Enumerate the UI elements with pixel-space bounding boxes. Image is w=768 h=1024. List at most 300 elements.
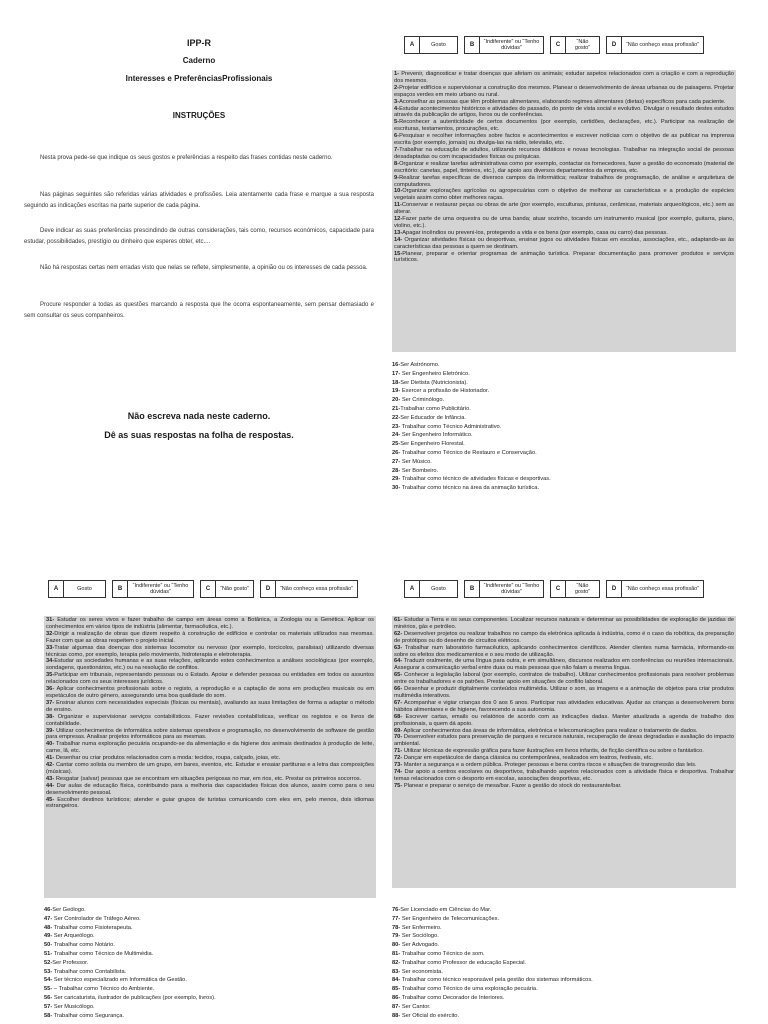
item-number: 22- bbox=[392, 414, 401, 421]
item-number: 15- bbox=[394, 250, 403, 257]
item-number: 71- bbox=[394, 748, 403, 755]
list-item bbox=[394, 202, 734, 216]
item-text: Ser Criminólogo. bbox=[400, 397, 445, 404]
list-item bbox=[394, 237, 734, 251]
item-text: Exercer a profissão de Historiador. bbox=[400, 388, 490, 395]
item-number: 39- bbox=[46, 727, 55, 734]
item-text: Ser Engenheiro Informático. bbox=[400, 432, 473, 439]
item-number: 17- bbox=[392, 370, 401, 377]
item-text: Estudar as sociedades humanas e as suas relações, aplicando estes conhecimentos a análises sociológicas (por exemplo, sondagens, questionários, etc.) ou na resolução de conflitos. bbox=[46, 658, 374, 672]
list-item bbox=[46, 783, 374, 797]
legend-key: C bbox=[201, 581, 216, 597]
item-text: Trabalhar como técnico de atividades físicas e desportivas. bbox=[400, 476, 551, 483]
item-text: Estudar a Terra e os seus componentes. Localizar recursos naturais e determinar as possibilidades de exploração de jazidas de minérios, gás e petróleo. bbox=[394, 617, 734, 630]
item-text: Ser Cantor. bbox=[400, 1003, 431, 1010]
professions-list bbox=[392, 361, 736, 493]
item-text: Organizar atividades físicas ou desportivas, ensinar jogos ou atividades físicas em escolas, associações, etc., adaptando-as às características das pessoas a quem se destinam. bbox=[394, 236, 734, 250]
item-text: Ser Engenheiro Eletrónico. bbox=[400, 370, 470, 377]
item-number: 31- bbox=[46, 617, 55, 623]
item-text: Dar apoio a centros escolares ou desportivos, trabalhando aspetos relacionados com a atividade física e desportiva. Trabalhar temas relacionados com o desporto em escolas, associações desportivas, etc. bbox=[394, 768, 734, 782]
instruction-paragraph: Nas páginas seguintes são referidas várias atividades e profissões. Leia atentamente cada frase e marque a sua resposta seguindo as indicações escritas na parte superior de cada página. bbox=[24, 192, 374, 209]
item-text: Ser Engenheiro de Telecomunicações. bbox=[400, 915, 500, 922]
item-text: Trabalhar como Fisioterapeuta. bbox=[52, 924, 133, 931]
list-item bbox=[394, 119, 734, 133]
list-item bbox=[394, 748, 734, 755]
item-number: 56- bbox=[44, 994, 53, 1001]
legend-key: C bbox=[551, 581, 566, 597]
legend-item-b bbox=[464, 36, 544, 54]
item-number: 10- bbox=[394, 188, 403, 195]
answer-legend bbox=[404, 580, 704, 598]
answer-legend bbox=[48, 580, 358, 598]
legend-item-a bbox=[404, 580, 458, 598]
item-number: 77- bbox=[392, 915, 401, 922]
item-number: 42- bbox=[46, 762, 55, 769]
item-number: 75- bbox=[394, 782, 403, 789]
item-text: Traduzir oralmente, de uma língua para outra, e em simultâneo, discursos realizados em conferências ou reuniões internacionais. Assegurar a comunicação verbal entre duas ou mais pessoas que não falam a mesma língua. bbox=[394, 658, 734, 672]
item-text: Trabalhar como técnico na área da animação turística. bbox=[400, 485, 540, 492]
legend-item-a bbox=[404, 36, 458, 54]
list-item bbox=[392, 484, 736, 493]
item-number: 3- bbox=[394, 98, 400, 105]
item-text: Dançar em espetáculos de dança clássica ou contemporânea, realizados em teatros, festivais, etc. bbox=[402, 755, 653, 762]
instruction-paragraph: Nesta prova pede-se que indique os seus gostos e preferências a respeito das frases contidas neste caderno. bbox=[40, 155, 333, 161]
item-text: Desenhar ou criar produtos relacionados com a moda: tecidos, roupa, calçado, joias, etc. bbox=[54, 755, 281, 762]
item-text: Trabalhar como técnico responsável pela gestão dos sistemas informáticos. bbox=[400, 977, 593, 984]
list-item bbox=[394, 216, 734, 230]
professions-list bbox=[44, 906, 376, 1020]
item-number: 7- bbox=[394, 146, 400, 153]
list-item bbox=[44, 985, 376, 994]
item-number: 33- bbox=[46, 644, 55, 651]
item-number: 86- bbox=[392, 994, 401, 1001]
item-number: 41- bbox=[46, 755, 55, 762]
item-text: Ser economista. bbox=[400, 968, 443, 975]
item-number: 51- bbox=[44, 950, 53, 957]
item-number: 57- bbox=[44, 1003, 53, 1010]
item-number: 62- bbox=[394, 630, 403, 637]
item-number: 74- bbox=[394, 768, 403, 775]
list-item bbox=[44, 950, 376, 959]
list-item bbox=[394, 188, 734, 202]
activities-list bbox=[392, 616, 736, 888]
item-number: 83- bbox=[392, 968, 401, 975]
list-item bbox=[46, 645, 374, 659]
item-text: Fazer parte de uma orquestra ou de uma banda; atuar sozinho, tocando um instrumento musical (por exemplo, guitarra, piano, violino, etc.). bbox=[394, 216, 734, 229]
item-number: 53- bbox=[44, 968, 53, 975]
item-text: Desenvolver projetos ou realizar trabalhos no campo da eletrónica aplicada à indústria, como é o caso da robótica, da preparação de protótipos ou do desenho de circuitos elétricos. bbox=[394, 630, 734, 644]
item-number: 76- bbox=[392, 907, 401, 913]
item-text: Prevenir, diagnosticar e tratar doenças que afetam os animais; estudar aspetos relacionados com a criação e com a reprodução dos mesmos. bbox=[394, 71, 734, 84]
item-number: 40- bbox=[46, 741, 55, 748]
list-item bbox=[392, 968, 736, 977]
item-text: Ser Educador de Infância. bbox=[400, 414, 466, 421]
legend-text: “Não gosto” bbox=[220, 586, 249, 592]
instruction-paragraph: Não há respostas certas nem erradas visto que nelas se reflete, simplesmente, a opinião ou os interesses de cada pessoa. bbox=[40, 265, 368, 271]
list-item bbox=[394, 755, 734, 762]
professions-list bbox=[392, 906, 736, 1020]
list-item bbox=[394, 230, 734, 237]
activities-list bbox=[44, 616, 376, 898]
item-text: Projetar edifícios e supervisionar a construção dos mesmos. Planear o desenvolvimento de áreas urbanas ou de paisagens. Projetar espaços verdes em meio urbano ou rural. bbox=[394, 84, 734, 98]
legend-text: “Não conheço essa profissão” bbox=[625, 42, 700, 48]
list-item bbox=[46, 631, 374, 645]
item-text: Ser Musicólogo. bbox=[52, 1003, 95, 1010]
list-item bbox=[392, 994, 736, 1003]
list-item bbox=[394, 728, 734, 735]
list-item bbox=[46, 741, 374, 755]
item-number: 27- bbox=[392, 458, 401, 465]
item-text: Desenhar e produzir digitalmente conteúdos multimédia. Utilizar o som, as imagens e a animação de objetos para criar produtos multimédia interativos. bbox=[394, 686, 734, 699]
list-item bbox=[44, 1012, 376, 1021]
item-number: 18- bbox=[392, 379, 401, 386]
item-text: Ser Sociólogo. bbox=[400, 933, 439, 940]
item-number: 66- bbox=[394, 686, 403, 693]
item-text: Desenvolver estudos para preservação de parques e recursos naturais, recuperação de áreas degradadas e avaliação do impacto ambiental. bbox=[394, 734, 734, 748]
list-item bbox=[394, 700, 734, 714]
legend-item-d bbox=[606, 36, 704, 54]
list-item bbox=[392, 423, 736, 432]
item-number: 26- bbox=[392, 449, 401, 456]
list-item bbox=[394, 251, 734, 265]
list-item bbox=[392, 449, 736, 458]
item-number: 4- bbox=[394, 105, 400, 112]
list-item bbox=[46, 797, 374, 811]
doc-subtitle-2: Interesses e PreferênciasProfissionais bbox=[125, 74, 273, 83]
item-text: Planear, preparar e orientar programas de animação turística. Preparar documentação para promover produtos e serviços turísticos. bbox=[394, 250, 734, 264]
list-item bbox=[46, 762, 374, 776]
legend-item-b bbox=[464, 580, 544, 598]
item-text: Trabalhar como Publicitário. bbox=[400, 405, 471, 412]
list-item bbox=[392, 1003, 736, 1012]
item-text: Utilizar conhecimentos de informática sobre sistemas operativos e programação, no desenvolvimento de software de gestão para empresas. Analisar projetos informáticos para as mesmas. bbox=[46, 727, 374, 741]
list-item bbox=[394, 762, 734, 769]
list-item bbox=[392, 985, 736, 994]
item-text: Ser Controlador de Tráfego Aéreo. bbox=[52, 915, 141, 922]
legend-text: “Não conheço essa profissão” bbox=[279, 586, 354, 592]
item-number: 58- bbox=[44, 1012, 53, 1019]
item-number: 54- bbox=[44, 977, 53, 984]
list-item bbox=[394, 133, 734, 147]
item-number: 23- bbox=[392, 423, 401, 430]
legend-key: A bbox=[405, 581, 420, 597]
legend-key: D bbox=[607, 581, 622, 597]
item-text: Cantar como solista ou membro de um grupo, em bares, eventos, etc. Estudar e ensaiar partituras e a letra das composições (músicas). bbox=[46, 762, 374, 775]
list-item bbox=[392, 379, 736, 388]
item-number: 50- bbox=[44, 942, 53, 949]
list-item bbox=[44, 959, 376, 968]
legend-item-d bbox=[606, 580, 704, 598]
list-item bbox=[392, 932, 736, 941]
item-number: 67- bbox=[394, 699, 403, 706]
item-text: Ser técnico especializado em Informática de Gestão. bbox=[52, 977, 187, 984]
legend-item-d bbox=[260, 580, 358, 598]
item-text: Realizar tarefas específicas de diversos campos da informática; realizar trabalhos de programação, de análise e arquitetura de computadores. bbox=[394, 174, 734, 188]
list-item bbox=[44, 924, 376, 933]
warning-line-1: Não escreva nada neste caderno. bbox=[127, 411, 271, 421]
legend-key: C bbox=[551, 37, 566, 53]
list-item bbox=[44, 968, 376, 977]
item-number: 9- bbox=[394, 174, 400, 181]
item-text: Ser Arqueólogo. bbox=[52, 933, 95, 940]
item-text: Trabalhar como Técnico de som. bbox=[400, 950, 485, 957]
item-text: Ser Advogado. bbox=[400, 942, 440, 949]
list-item bbox=[392, 467, 736, 476]
item-number: 32- bbox=[46, 630, 55, 637]
item-text: Trabalhar como Técnico de Restauro e Conservação. bbox=[400, 449, 537, 456]
warning-line-2: Dê as suas respostas na folha de respostas. bbox=[104, 430, 294, 440]
item-text: Ser Engenheiro Florestal. bbox=[400, 441, 465, 448]
list-item bbox=[44, 932, 376, 941]
item-number: 52- bbox=[44, 959, 53, 966]
legend-text: Gosto bbox=[431, 42, 446, 48]
item-text: Dirigir a realização de obras que dizem respeito à construção de edifícios e controlar os materiais utilizados nas mesmas. Fazer com que as obras respeitem o projeto inicial. bbox=[46, 630, 374, 644]
list-item bbox=[392, 959, 736, 968]
item-text: Trabalhar como Contabilista. bbox=[52, 968, 127, 975]
item-text: Trabalhar num laboratório farmacêutico, aplicando conhecimentos científicos. Atender clientes numa farmácia, informando-os sobre os efeitos dos medicamentos e o seu modo de utilização. bbox=[394, 644, 734, 658]
instruction-paragraph: Deve indicar as suas preferências prescindindo de outras considerações, tais como, recursos económicos, capacidade para estudar, possibilidades, prestígio ou dinheiro que esperes obter, etc.... bbox=[24, 228, 374, 245]
item-number: 48- bbox=[44, 924, 53, 931]
item-text: Acompanhar e vigiar crianças dos 0 aos 6 anos. Participar nas atividades educativas. Ajudar as crianças a desenvolverem bons hábitos alimentares e de higiene, favorecendo a sua autonomia. bbox=[394, 699, 734, 713]
list-item bbox=[394, 617, 734, 631]
item-text: Conservar e restaurar peças ou obras de arte (por exemplo, esculturas, pinturas, cerâmicas, materiais arqueológicos, etc.) sem as alterar. bbox=[394, 202, 734, 216]
item-number: 61- bbox=[394, 617, 403, 623]
list-item bbox=[44, 915, 376, 924]
list-item bbox=[392, 941, 736, 950]
item-number: 44- bbox=[46, 782, 55, 789]
item-text: Trabalhar como Técnico de Multimédia. bbox=[52, 950, 154, 957]
legend-text: “Não gosto” bbox=[574, 583, 591, 595]
item-number: 46- bbox=[44, 907, 53, 913]
list-item bbox=[392, 431, 736, 440]
item-number: 30- bbox=[392, 485, 401, 492]
list-item bbox=[394, 769, 734, 783]
item-number: 21- bbox=[392, 405, 401, 412]
legend-text: “Indiferente” ou “Tenho dúvidas” bbox=[132, 583, 189, 595]
item-number: 36- bbox=[46, 686, 55, 693]
legend-key: A bbox=[49, 581, 64, 597]
list-item bbox=[46, 700, 374, 714]
legend-item-c bbox=[200, 580, 254, 598]
item-text: Trabalhar como Técnico de uma exploração pecuária. bbox=[400, 986, 538, 993]
item-text: Ensinar alunos com necessidades especiais (físicas ou mentais), avaliando as suas limitações de forma a adaptar o método de ensino. bbox=[46, 699, 374, 713]
item-number: 8- bbox=[394, 160, 400, 167]
list-item bbox=[46, 728, 374, 742]
list-item bbox=[394, 714, 734, 728]
list-item bbox=[394, 783, 734, 790]
answer-legend bbox=[404, 36, 704, 54]
list-item bbox=[392, 906, 736, 915]
item-text: Organizar explorações agrícolas ou agropecuárias com o objetivo de melhorar as características e a produção de espécies vegetais assim como obter melhores raças. bbox=[394, 188, 734, 202]
page-instructions bbox=[24, 30, 374, 530]
item-text: Aplicar conhecimentos profissionais sobre o registo, a reprodução e a captação de sons em produções musicais ou em espetáculos de outro género, assegurando uma boa qualidade do som. bbox=[46, 686, 374, 699]
item-text: Ser Oficial do exército. bbox=[400, 1012, 460, 1019]
item-text: Dar aulas de educação física, contribuindo para a melhoria das capacidades físicas dos alunos, assim como para o seu desenvolvimento pessoal. bbox=[46, 782, 374, 796]
legend-key: B bbox=[465, 581, 480, 597]
list-item bbox=[46, 617, 374, 631]
item-number: 38- bbox=[46, 713, 55, 720]
legend-item-b bbox=[112, 580, 194, 598]
list-item bbox=[394, 99, 734, 106]
list-item bbox=[394, 85, 734, 99]
item-number: 13- bbox=[394, 229, 403, 236]
list-item bbox=[392, 405, 736, 414]
list-item bbox=[44, 941, 376, 950]
legend-key: B bbox=[465, 37, 480, 53]
item-number: 55- bbox=[44, 986, 53, 993]
item-number: 19- bbox=[392, 388, 401, 395]
instructions-heading: INSTRUÇÕES bbox=[172, 111, 226, 120]
item-number: 49- bbox=[44, 933, 53, 940]
list-item bbox=[394, 175, 734, 189]
item-text: Escolher destinos turísticos; atender e guiar grupos de turistas comunicando com eles em, pelo menos, dois idiomas estrangeiros. bbox=[46, 796, 374, 810]
item-text: Apagar incêndios ou preveni-los, protegendo a vida e os bens (por exemplo, casa ou carro) das pessoas. bbox=[402, 229, 668, 236]
item-number: 14- bbox=[394, 236, 403, 243]
item-text: Ser Astrónomo. bbox=[400, 362, 440, 368]
item-text: Trabalhar na educação de adultos, utilizando recursos didáticos e novas tecnologias. Trabalhar na integração social de pessoas desadaptadas ou com incapacidades físicas ou psíquicas. bbox=[394, 146, 734, 160]
item-number: 80- bbox=[392, 942, 401, 949]
list-item bbox=[394, 645, 734, 659]
list-item bbox=[394, 658, 734, 672]
list-item bbox=[44, 906, 376, 915]
list-item bbox=[44, 1003, 376, 1012]
list-item bbox=[394, 147, 734, 161]
item-number: 64- bbox=[394, 658, 403, 665]
item-text: Organizar e realizar tarefas administrativas como por exemplo, contactar os fornecedores, fazer a gestão do economato (material de escritório: canetas, papel, tinteiros, etc.), dar apoio aos diversos departamentos da empresa, etc. bbox=[394, 160, 734, 174]
item-text: Planear e preparar o serviço de mesa/bar. Fazer a gestão do stock do restaurante/bar. bbox=[402, 782, 622, 789]
list-item bbox=[394, 71, 734, 85]
list-item bbox=[392, 475, 736, 484]
activities-list bbox=[392, 70, 736, 352]
item-text: Ser caricaturista, ilustrador de publicações (por exemplo, livros). bbox=[52, 994, 216, 1001]
list-item bbox=[392, 361, 736, 370]
item-number: 45- bbox=[46, 796, 55, 803]
item-text: – Trabalhar como Técnico do Ambiente. bbox=[52, 986, 155, 993]
item-text: Estudar acontecimentos históricos e atividades do passado, do ponto de vista social e evolutivo. Divulgar o resultado destes estudos através da publicação de artigos, livros ou de conferências. bbox=[394, 105, 734, 119]
item-number: 11- bbox=[394, 202, 402, 209]
item-number: 37- bbox=[46, 699, 55, 706]
item-text: Ser Enfermeiro. bbox=[400, 924, 442, 931]
legend-text: “Não gosto” bbox=[574, 39, 591, 51]
list-item bbox=[46, 714, 374, 728]
list-item bbox=[394, 161, 734, 175]
item-number: 78- bbox=[392, 924, 401, 931]
item-number: 65- bbox=[394, 672, 403, 679]
item-text: Tratar algumas das doenças dos sistemas locomotor ou nervoso (por exemplo, torcicolos, paralisias) utilizando diversas técnicas como, por exemplo, terapia pelo movimento, hidroterapia e eletroterapia. bbox=[46, 644, 374, 658]
legend-text: Gosto bbox=[77, 586, 92, 592]
item-number: 81- bbox=[392, 950, 401, 957]
legend-item-a bbox=[48, 580, 106, 598]
item-number: 29- bbox=[392, 476, 401, 483]
item-number: 34- bbox=[46, 658, 55, 665]
list-item bbox=[46, 672, 374, 686]
legend-key: D bbox=[607, 37, 622, 53]
list-item bbox=[392, 950, 736, 959]
instruction-paragraph: Procure responder a todas as questões marcando a resposta que lhe ocorra espontaneamente, sem pensar demasiado e sem consultar os seus companheiros. bbox=[24, 302, 374, 319]
legend-text: “Não conheço essa profissão” bbox=[625, 586, 700, 592]
list-item bbox=[392, 1012, 736, 1021]
list-item bbox=[392, 387, 736, 396]
item-number: 47- bbox=[44, 915, 53, 922]
list-item bbox=[392, 915, 736, 924]
item-text: Manter a segurança e a ordem pública. Proteger pessoas e bens contra riscos e situações de transgressão das leis. bbox=[402, 762, 697, 769]
item-number: 82- bbox=[392, 959, 401, 966]
item-number: 24- bbox=[392, 432, 401, 439]
item-text: Pesquisar e recolher informações sobre factos e acontecimentos e escrever notícias com o objetivo de as publicar na imprensa escrita (por exemplo, jornais) ou divulga-las na rádio, televisão, etc. bbox=[394, 133, 734, 147]
list-item bbox=[46, 755, 374, 762]
item-text: Utilizar técnicas de expressão gráfica para fazer ilustrações em livros infantis, de ficção científica ou sobre o fantástico. bbox=[402, 748, 704, 755]
item-text: Trabalhar como Professor de educação Especial. bbox=[400, 959, 527, 966]
list-item bbox=[392, 440, 736, 449]
item-number: 5- bbox=[394, 119, 400, 126]
item-text: Aconselhar as pessoas que têm problemas alimentares, elaborando regimes alimentares (dietas) específicos para cada paciente. bbox=[399, 98, 726, 105]
doc-subtitle: Caderno bbox=[182, 56, 216, 65]
list-item bbox=[394, 734, 734, 748]
item-number: 35- bbox=[46, 672, 55, 679]
item-text: Reconhecer a autenticidade de certos documentos (por exemplo, certidões, declarações, etc.). Participar na realização de escrituras, testamentos, procurações, etc. bbox=[394, 119, 734, 133]
list-item bbox=[392, 458, 736, 467]
item-number: 85- bbox=[392, 986, 401, 993]
list-item bbox=[394, 672, 734, 686]
item-number: 1- bbox=[394, 71, 400, 77]
item-number: 20- bbox=[392, 397, 401, 404]
list-item bbox=[392, 370, 736, 379]
legend-text: Gosto bbox=[431, 586, 446, 592]
list-item bbox=[394, 686, 734, 700]
item-text: Ser Dietista (Nutricionista). bbox=[400, 379, 468, 386]
item-number: 28- bbox=[392, 467, 401, 474]
item-number: 79- bbox=[392, 933, 401, 940]
list-item bbox=[44, 976, 376, 985]
item-text: Trabalhar como Notário. bbox=[52, 942, 115, 949]
item-number: 84- bbox=[392, 977, 401, 984]
item-text: Participar em tribunais, representando pessoas ou o Estado. Apoiar e defender pessoas ou entidades em todos os assuntos relacionados com os seus interesses jurídicos. bbox=[46, 672, 374, 686]
item-number: 72- bbox=[394, 755, 403, 762]
item-number: 25- bbox=[392, 441, 401, 448]
item-text: Ser Licenciado em Ciências do Mar. bbox=[400, 907, 492, 913]
item-number: 43- bbox=[46, 775, 55, 782]
item-number: 63- bbox=[394, 644, 403, 651]
item-text: Trabalhar numa exploração pecuária ocupando-se da alimentação e da higiene dos animais destinados à produção de leite, carne, lã, etc. bbox=[46, 741, 374, 755]
item-number: 87- bbox=[392, 1003, 401, 1010]
item-text: Conhecer a legislação laboral (por exemplo, contratos de trabalho). Utilizar conhecimentos profissionais para resolver problemas entre os trabalhadores e os patrões. Prestar apoio em situações de conflito laboral. bbox=[394, 672, 734, 686]
item-number: 2- bbox=[394, 84, 400, 91]
item-text: Aplicar conhecimentos das áreas de informática, eletrónica e telecomunicações para realizar o tratamento de dados. bbox=[402, 727, 698, 734]
list-item bbox=[392, 976, 736, 985]
item-text: Escrever cartas, emails ou relatórios de acordo com as indicações dadas. Manter atualizada a agenda de trabalho dos profissionais, a quem dá apoio. bbox=[394, 713, 734, 727]
item-number: 6- bbox=[394, 133, 400, 140]
item-number: 68- bbox=[394, 713, 403, 720]
item-number: 16- bbox=[392, 362, 401, 368]
item-number: 69- bbox=[394, 727, 403, 734]
doc-title: IPP-R bbox=[186, 38, 211, 48]
item-text: Ser Geólogo. bbox=[52, 907, 86, 913]
legend-item-c bbox=[550, 580, 600, 598]
list-item bbox=[394, 106, 734, 120]
legend-key: B bbox=[113, 581, 128, 597]
legend-item-c bbox=[550, 36, 600, 54]
item-number: 73- bbox=[394, 762, 403, 769]
item-text: Ser Bombeiro. bbox=[400, 467, 439, 474]
legend-text: “Indiferente” ou “Tenho dúvidas” bbox=[483, 583, 540, 595]
list-item bbox=[392, 396, 736, 405]
legend-key: D bbox=[261, 581, 276, 597]
item-number: 12- bbox=[394, 216, 403, 223]
item-text: Estudar os seres vivos e fazer trabalho de campo em áreas como a Botânica, a Zoologia ou a Genética. Aplicar os conhecimentos em vários tipos de indústria (alimentar, farmacêutica, etc.). bbox=[46, 617, 374, 630]
legend-text: “Indiferente” ou “Tenho dúvidas” bbox=[483, 39, 540, 51]
item-number: 70- bbox=[394, 734, 403, 741]
item-text: Trabalhar como Segurança. bbox=[52, 1012, 124, 1019]
